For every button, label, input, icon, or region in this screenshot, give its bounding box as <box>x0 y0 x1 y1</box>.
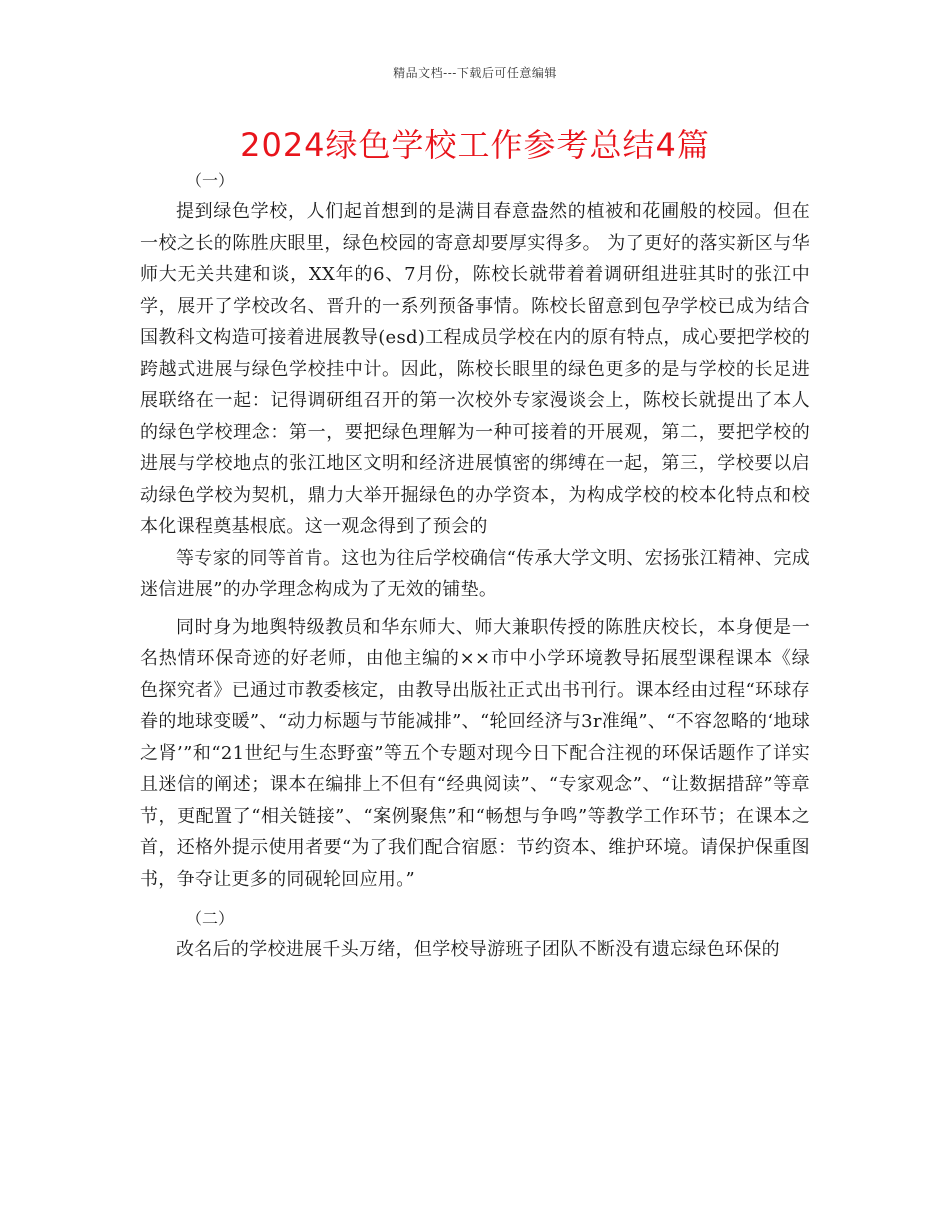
paragraph: 同时身为地舆特级教员和华东师大、师大兼职传授的陈胜庆校长，本身便是一名热情环保奇迹的好老师，由他主编的××市中小学环境教导拓展型课程课本《绿色探究者》已通过市教委核定，由教导出版社正式出书刊行。课本经由过程“环球存眷的地球变暖”、“动力标题与节能减排”、“轮回经济与3r准绳”、“不容忽略的‘地球之肾’”和“21世纪与生态野蛮”等五个专题对现今日下配合注视的环保话题作了详实且迷信的阐述；课本在编排上不但有“经典阅读”、“专家观念”、“让数据措辞”等章节，更配置了“相关链接”、“案例聚焦”和“畅想与争鸣”等教学工作环节；在课本之首，还格外提示使用者要“为了我们配合宿愿：节约资本、维护环境。请保护保重图书，争夺让更多的同砚轮回应用。” <box>140 616 810 890</box>
page-header: 精品文档---下载后可任意编辑 <box>393 66 557 80</box>
paragraph: 等专家的同等首肯。这也为往后学校确信“传承大学文明、宏扬张江精神、完成迷信进展”的办学理念构成为了无效的铺垫。 <box>140 547 810 600</box>
document-body <box>140 165 810 966</box>
paragraph: 改名后的学校进展千头万绪，但学校导游班子团队不断没有遗忘绿色环保的 <box>176 939 780 960</box>
section-label: （一） <box>186 171 235 190</box>
document-title: 2024绿色学校工作参考总结4篇 <box>240 126 710 164</box>
paragraph: 提到绿色学校，人们起首想到的是满目春意盎然的植被和花圃般的校园。但在一校之长的陈胜庆眼里，绿色校园的寄意却要厚实得多。 为了更好的落实新区与华师大无关共建和谈，XX年的6、7月份，陈校长就带着着调研组进驻其时的张江中学，展开了学校改名、晋升的一系列预备事情。陈校长留意到包孕学校已成为结合国教科文构造可接着进展教导(esd)工程成员学校在内的原有特点，成心要把学校的跨越式进展与绿色学校挂中计。因此，陈校长眼里的绿色更多的是与学校的长足进展联络在一起：记得调研组召开的第一次校外专家漫谈会上，陈校长就提出了本人的绿色学校理念：第一，要把绿色理解为一种可接着的开展观，第二，要把学校的进展与学校地点的张江地区文明和经济进展慎密的绑缚在一起，第三，学校要以启动绿色学校为契机，鼎力大举开掘绿色的办学资本，为构成学校的校本化特点和校本化课程奠基根底。这一观念得到了预会的 <box>140 201 810 537</box>
section-label: （二） <box>186 909 235 928</box>
